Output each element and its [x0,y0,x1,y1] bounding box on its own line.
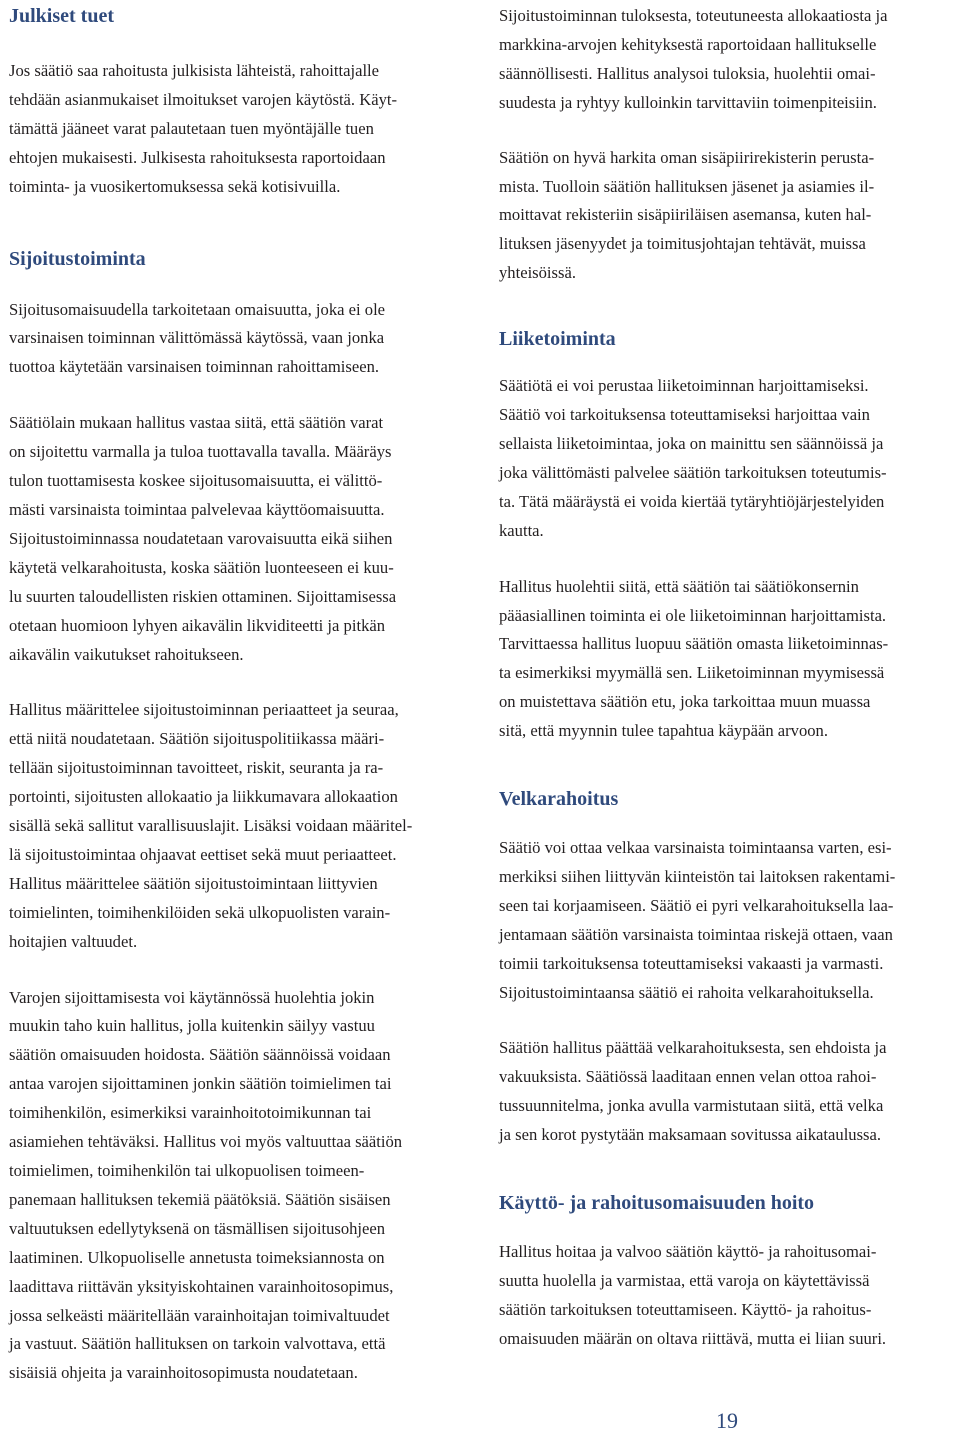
paragraph [499,144,957,289]
text-line: suutta huolella ja varmistaa, että varoja on käytettävissä [499,1271,870,1290]
text-line: toimielinten, toimihenkilöiden sekä ulkopuolisten varain- [9,902,391,922]
text-line: suudesta ja ryhtyy kulloinkin tarvittaviin toimenpiteisiin. [499,92,877,112]
paragraph [9,984,467,1389]
text-line: mästi varsinaista toimintaa palvelevaa käyttöomaisuutta. [9,499,385,519]
text-line: laadittava riittävän yksityiskohtainen varainhoitosopimus, [9,1276,394,1296]
paragraph [9,296,467,383]
text-line: Säätiö voi ottaa velkaa varsinaista toimintaansa varten, esi- [499,838,892,858]
text-line: otetaan huomioon lyhyen aikavälin likviditeetti ja pitkän [9,615,386,635]
text-line: ja sen korot pystytään maksamaan sovitussa aikataulussa. [499,1125,882,1145]
text-line: Sijoitustoiminnassa noudatetaan varovaisuutta eikä siihen [9,528,393,548]
text-line: sellaista liiketoimintaa, joka on mainittu sen säännöissä ja [499,433,884,453]
heading-velkarahoitus: Velkarahoitus [499,788,619,811]
section-julkiset-tuet [9,0,467,202]
text-line: aikavälin vaikutukset rahoitukseen. [9,644,244,664]
heading-sijoitustoiminta: Sijoitustoiminta [9,247,146,270]
paragraph [499,573,957,746]
text-line: että niitä noudatetaan. Säätiön sijoituspolitiikassa määri- [9,729,385,749]
section-kaytto-ja-rahoitusomaisuus [499,1188,957,1354]
text-line: tulon tuottamisesta koskee sijoitusomaisuutta, ei välittö- [9,471,383,491]
text-line: pääasiallinen toiminta ei ole liiketoiminnan harjoittamista. [499,605,887,625]
section-velkarahoitus [499,784,957,1150]
text-line: sisäisiä ohjeita ja varainhoitosopimusta noudatetaan. [9,1363,358,1383]
text-line: seen tai korjaamiseen. Säätiö ei pyri velkarahoituksella laa- [499,895,894,915]
section-sijoitustoiminta-continued [499,0,957,288]
text-line: tellään sijoitustoiminnan tavoitteet, riskit, seuranta ja ra- [9,758,384,778]
text-line: toimielimen, toimihenkilön tai ulkopuolisen toimeen- [9,1161,365,1180]
paragraph [9,696,467,956]
text-line: antaa varojen sijoittaminen jonkin säätiön toimielimen tai [9,1074,392,1094]
text-line: muukin taho kuin hallitus, jolla kuitenkin säilyy vastuu [9,1016,375,1036]
text-line: Tarvittaessa hallitus luopuu säätiön omasta liiketoiminnas- [499,634,889,654]
text-line: jossa selkeästi määritellään varainhoitajan toimivaltuudet [9,1305,390,1325]
text-line: toimihenkilön, esimerkiksi varainhoitotoimikunnan tai [9,1103,372,1123]
text-line: Säätiö voi tarkoituksensa toteuttamiseksi harjoittaa vain [499,405,870,425]
paragraph [9,409,467,669]
text-line: portointi, sijoitusten allokaatio ja liikkumavara allokaation [9,787,398,807]
text-line: moittavat rekisteriin sisäpiiriläisen asemansa, kuten hal- [499,205,872,225]
paragraph [499,2,957,118]
text-line: lu suurten taloudellisten riskien ottaminen. Sijoittamisessa [9,586,397,606]
text-line: toiminta- ja vuosikertomuksessa sekä kotisivuilla. [9,176,341,196]
text-line: ta esimerkiksi myymällä sen. Liiketoiminnan myymisessä [499,663,885,683]
text-line: lä sijoitustoimintaa ohjaavat eettiset sekä muut periaatteet. [9,844,397,864]
text-line: markkina-arvojen kehityksestä raportoidaan hallitukselle [499,34,877,54]
text-line: valtuutuksen edellytyksenä on täsmällisen sijoitusohjeen [9,1218,386,1238]
text-line: tämättä jääneet varat palautetaan tuen myöntäjälle tuen [9,118,374,138]
text-line: laatiminen. Ulkopuoliselle annetusta toimeksiannosta on [9,1247,385,1267]
text-line: sitä, että myynnin tulee tapahtua käypään arvoon. [499,721,828,741]
text-line: lituksen jäsenyydet ja toimitusjohtajan tehtävät, muissa [499,234,866,254]
paragraph [499,1238,957,1354]
text-line: ja vastuut. Säätiön hallituksen on tarkoin valvottava, että [9,1334,386,1354]
text-line: Sijoitustoiminnan tuloksesta, toteutuneesta allokaatiosta ja [499,6,888,25]
text-line: Jos säätiö saa rahoitusta julkisista lähteistä, rahoittajalle [9,61,380,80]
text-line: kautta. [499,520,544,540]
paragraph [9,57,467,202]
text-line: Varojen sijoittamisesta voi käytännössä huolehtia jokin [9,987,375,1007]
text-line: Hallitus määrittelee säätiön sijoitustoimintaan liittyvien [9,873,378,893]
text-line: vakuuksista. Säätiössä laaditaan ennen velan ottoa rahoi- [499,1067,877,1087]
text-line: Sijoitusomaisuudella tarkoitetaan omaisuutta, joka ei ole [9,299,386,319]
text-line: hoitajien valtuudet. [9,931,138,951]
heading-kaytto-ja-rahoitusomaisuus: Käyttö- ja rahoitusomaisuuden hoito [499,1192,815,1215]
text-line: tehdään asianmukaiset ilmoitukset varojen käytöstä. Käyt- [9,89,398,109]
text-line: Säätiötä ei voi perustaa liiketoiminnan harjoittamiseksi. [499,376,869,396]
paragraph [499,834,957,1007]
text-line: joka välittömästi palvelee säätiön tarkoituksen toteutumis- [499,462,887,482]
text-line: on muistettava säätiön etu, joka tarkoittaa muun muassa [499,692,871,712]
paragraph [499,372,957,545]
text-line: Säätiölain mukaan hallitus vastaa siitä, että säätiön varat [9,413,384,433]
left-column [9,0,467,1388]
section-liiketoiminta [499,324,957,746]
text-line: merkiksi siihen liittyvän kiinteistön tai laitoksen rakentami- [499,866,896,886]
text-line: yhteisöissä. [499,263,576,283]
text-line: Hallitus määrittelee sijoitustoiminnan periaatteet ja seuraa, [9,700,399,720]
paragraph [499,1034,957,1150]
right-column [499,0,957,1354]
text-line: Sijoitustoimintaansa säätiö ei rahoita velkarahoituksella. [499,982,874,1002]
text-line: Hallitus hoitaa ja valvoo säätiön käyttö- ja rahoitusomai- [499,1242,877,1262]
text-line: Säätiön on hyvä harkita oman sisäpiirirekisterin perusta- [499,147,875,167]
text-line: säätiön omaisuuden hoidosta. Säätiön säännöissä voidaan [9,1045,391,1065]
text-line: säännöllisesti. Hallitus analysoi tuloksia, huolehtii omai- [499,63,876,83]
text-line: panemaan hallituksen tekemiä päätöksiä. Säätiön sisäisen [9,1189,391,1209]
text-line: on sijoitettu varmalla ja tuloa tuottavalla tavalla. Määräys [9,442,392,462]
section-sijoitustoiminta [9,244,467,1389]
text-line: asiamiehen tehtäväksi. Hallitus voi myös valtuuttaa säätiön [9,1132,403,1152]
text-line: Hallitus huolehtii siitä, että säätiön tai säätiökonsernin [499,576,859,596]
text-line: varsinaisen toiminnan välittömässä käytössä, vaan jonka [9,328,385,348]
text-line: ta. Tätä määräystä ei voida kiertää tytäryhtiöjärjestelyiden [499,491,885,511]
text-line: mista. Tuolloin säätiön hallituksen jäsenet ja asiamies il- [499,176,875,196]
text-line: omaisuuden määrän on oltava riittävä, mutta ei liian suuri. [499,1328,887,1348]
text-line: käytetä velkarahoitusta, koska säätiön luonteeseen ei kuu- [9,557,394,577]
text-line: ehtojen mukaisesti. Julkisesta rahoituksesta raportoidaan [9,147,386,167]
text-line: tussuunnitelma, jonka avulla varmistutaan siitä, että velka [499,1096,884,1116]
page-number: 19 [716,1408,738,1433]
text-line: tuottoa käytetään varsinaisen toiminnan rahoittamiseen. [9,357,380,377]
text-line: säätiön tarkoituksen toteuttamiseen. Käyttö- ja rahoitus- [499,1299,872,1319]
text-line: toimii tarkoituksensa toteuttamiseksi vakaasti ja varmasti. [499,953,884,973]
text-line: jentamaan säätiön varsinaista toimintaa riskejä ottaen, vaan [499,924,893,944]
heading-julkiset-tuet: Julkiset tuet [9,5,114,27]
text-line: sisällä sekä sallitut varallisuuslajit. Lisäksi voidaan määritel- [9,816,413,836]
heading-liiketoiminta: Liiketoiminta [499,328,616,351]
text-line: Säätiön hallitus päättää velkarahoituksesta, sen ehdoista ja [499,1038,887,1058]
